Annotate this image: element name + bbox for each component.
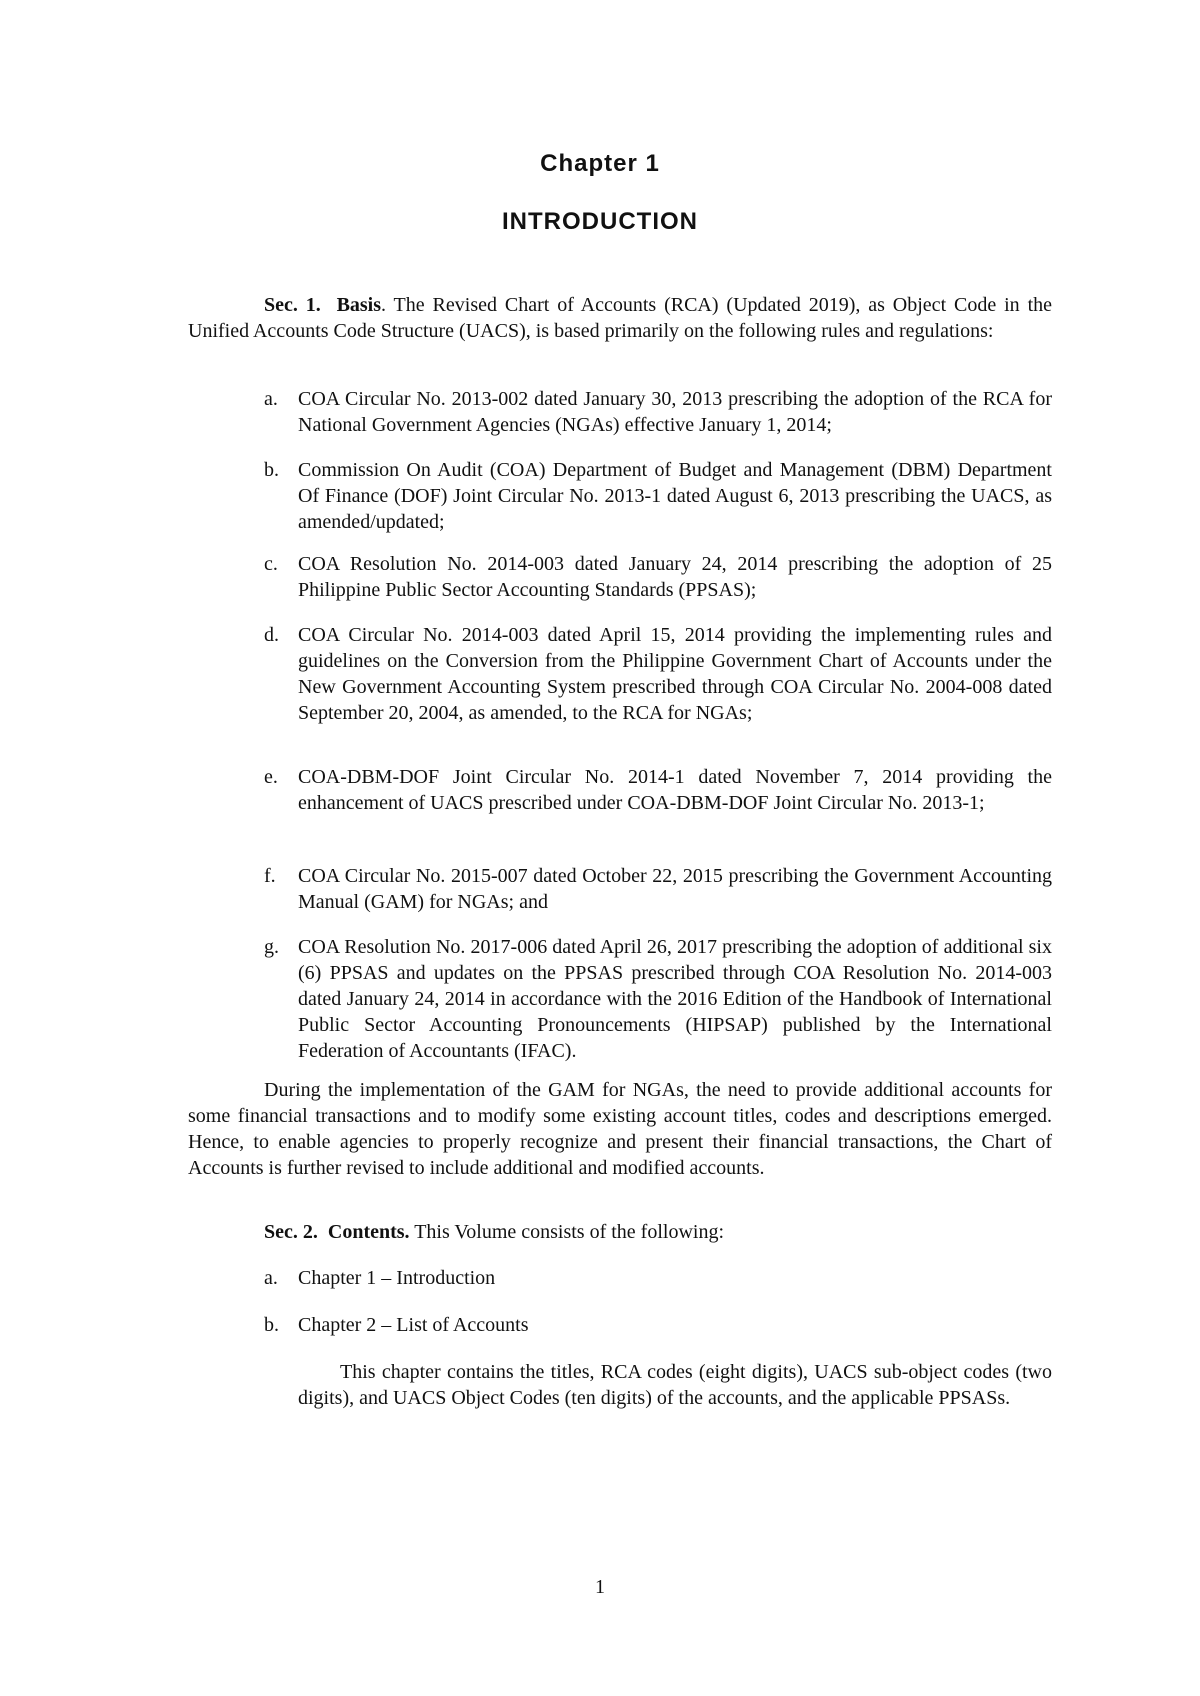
list-item: e. COA-DBM-DOF Joint Circular No. 2014-1 dated November 7, 2014 providing the enhancement of UACS prescribed under COA-DBM-DOF Joint Circular No. 2013-1; (264, 766, 1052, 814)
sec2-heading: Contents. (327, 1221, 410, 1243)
list-item: a. COA Circular No. 2013-002 dated January 30, 2013 prescribing the adoption of the RCA for National Government Agencies (NGAs) effective January 1, 2014; (264, 388, 1052, 436)
list-item: d. COA Circular No. 2014-003 dated April 15, 2014 providing the implementing rules and guidelines on the Conversion from the Philippine Government Chart of Accounts under the New Government Accounting System prescribed through COA Circular No. 2004-008 dated September 20, 2004, as amended, to the RCA for NGAs; (264, 624, 1052, 724)
list-item: g. COA Resolution No. 2017-006 dated April 26, 2017 prescribing the adoption of additional six (6) PPSAS and updates on the PPSAS prescribed through COA Resolution No. 2014-003 dated January 24, 2014 in accordance with the 2016 Edition of the Handbook of International Public Sector Accounting Pronouncements (HIPSAP) published by the International Federation of Accountants (IFAC). (264, 936, 1052, 1062)
sec2-paragraph (188, 1219, 1052, 1245)
list-item: b. Commission On Audit (COA) Department of Budget and Management (DBM) Department Of Finance (DOF) Joint Circular No. 2013-1 dated August 6, 2013 prescribing the UACS, as amended/updated; (264, 459, 1052, 533)
page-number: 1 (595, 1576, 605, 1598)
list-item: a. Chapter 1 – Introduction (264, 1267, 496, 1289)
sec1-paragraph (188, 292, 1052, 344)
sec1-text: . The Revised Chart of Accounts (RCA) (Updated 2019), as Object Code in the Unified Accounts Code Structure (UACS), is based primarily on the following rules and regulations: (188, 294, 1052, 342)
list-item: b. Chapter 2 – List of Accounts (264, 1314, 529, 1336)
sec1-heading: Basis (336, 294, 382, 316)
sec1-closing-paragraph: During the implementation of the GAM for NGAs, the need to provide additional accounts for some financial transactions and to modify some existing account titles, codes and descriptions emerged. Hence, to enable agencies to properly recognize and present their financial transactions, the Chart of Accounts is further revised to include additional and modified accounts. (188, 1079, 1052, 1179)
list-item: c. COA Resolution No. 2014-003 dated January 24, 2014 prescribing the adoption of 25 Philippine Public Sector Accounting Standards (PPSAS); (264, 553, 1052, 601)
chapter-heading: Chapter 1 (540, 150, 660, 177)
sec2-label: Sec. 2. (264, 1221, 318, 1243)
sec1-label: Sec. 1. (264, 294, 321, 316)
sec2-text: This Volume consists of the following: (409, 1221, 725, 1243)
list-item: f. COA Circular No. 2015-007 dated October 22, 2015 prescribing the Government Accounting Manual (GAM) for NGAs; and (264, 865, 1052, 913)
chapter-title: INTRODUCTION (502, 208, 698, 235)
sec2-sub-paragraph: This chapter contains the titles, RCA codes (eight digits), UACS sub-object codes (two digits), and UACS Object Codes (ten digits) of the accounts, and the applicable PPSASs. (298, 1361, 1052, 1409)
